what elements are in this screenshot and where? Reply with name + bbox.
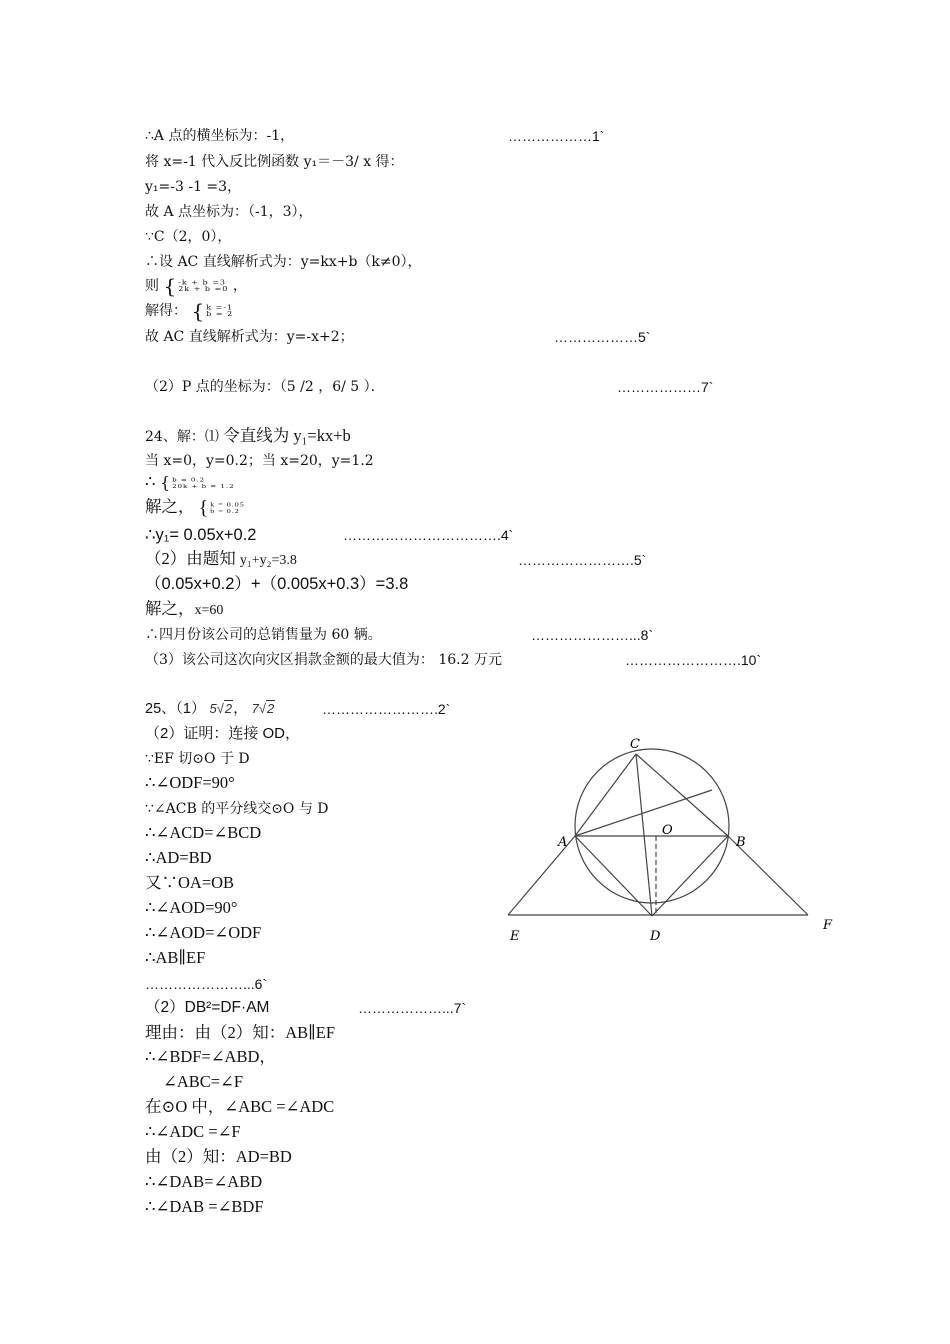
q25-line11: ∴AB∥EF (145, 948, 206, 967)
brace-icon: { (191, 299, 205, 323)
chord-cd (636, 754, 652, 916)
q25-line9: ∴∠AOD=90° (145, 898, 238, 917)
chord-ad (575, 836, 652, 916)
q25-line19: ∴∠DAB=∠ABD (145, 1172, 263, 1191)
label-d: D (650, 929, 661, 944)
score-mark-5b: …………………….5` (518, 552, 647, 568)
q24-solve: 解之， { k = 0.05 b = 0.2 (145, 497, 245, 520)
q25-line12: （2）DB²=DF·AM (145, 999, 270, 1016)
label-f: F (823, 918, 833, 933)
chord-ac (575, 754, 636, 836)
q25-line7: ∴AD=BD (145, 848, 212, 867)
q25-line13: 理由：由（2）知：AB∥EF (145, 1023, 336, 1042)
line-p-point: （2）P 点的坐标为：（5 /2 ，6/ 5 ）． (145, 379, 385, 395)
q25-line8: 又∵OA=OB (145, 873, 235, 892)
line-a-x-coordinate: ∴A 点的横坐标为：-1， (145, 128, 295, 144)
q25-line5: ∵∠ACB 的平分线交⊙O 与 D (145, 801, 329, 817)
equation-system: -k + b =3 2k + b =0 (178, 278, 229, 293)
line-system-1: 则 { -k + b =3 2k + b =0 ， (145, 274, 247, 298)
q25-line4: ∴∠ODF=90° (145, 773, 235, 792)
q25-line18: 由（2）知：AD=BD (145, 1147, 292, 1166)
q24-given: 当 x=0，y=0.2；当 x=20，y=1.2 (145, 453, 374, 469)
equation-system: b = 0.2 20k + b = 1.2 (172, 476, 235, 490)
q25-part1: 25、（1） 5√2， 7√2 (145, 701, 275, 717)
q25-line3: ∵EF 切⊙O 于 D (145, 751, 250, 767)
q25-line20: ∴∠DAB =∠BDF (145, 1197, 264, 1216)
line-y1-value: y₁=-3 -1 =3， (145, 179, 242, 195)
q25-line16: 在⊙O 中，∠ABC =∠ADC (145, 1097, 335, 1116)
q24-part2: （2）由题知 y₁+y₂=3.8 (145, 549, 297, 568)
label-c: C (630, 737, 640, 752)
line-c-point: ∵C（2，0）， (145, 229, 232, 245)
circle-o (575, 749, 729, 903)
q24-system: ∴ { b = 0.2 20k + b = 1.2 (145, 472, 235, 492)
chord-bd (652, 836, 728, 916)
q24-solve-x: 解之，x=60 (145, 599, 224, 618)
brace-icon: { (163, 274, 177, 298)
q24-heading: 24、解：⑴ 令直线为 y₁=kx+b (145, 426, 351, 445)
score-mark-7b: ………………...7` (358, 1000, 467, 1016)
line-ac-result: 故 AC 直线解析式为：y=-x+2； (145, 329, 354, 345)
equation-solution: k = 0.05 b = 0.2 (210, 501, 245, 515)
q24-equation: （0.05x+0.2）+（0.005x+0.3）=3.8 (145, 575, 409, 593)
q24-part3: （3）该公司这次向灾区捐款金额的最大值为： 16.2 万元 (145, 652, 502, 668)
line-set-ac: ∴设 AC 直线解析式为：y=kx+b（k≠0）， (145, 254, 422, 270)
score-mark-7: ………………7` (617, 379, 714, 395)
score-mark-1: ………………1` (508, 128, 605, 144)
q25-line15: ∠ABC=∠F (163, 1072, 244, 1091)
equation-solution: k =-1 b = 2 (206, 303, 234, 318)
chord-cb (636, 754, 728, 836)
label-e: E (510, 929, 520, 944)
q25-line10: ∴∠AOD=∠ODF (145, 923, 262, 942)
score-mark-2: …………………….2` (322, 701, 451, 717)
label-o: O (662, 823, 673, 838)
line-substitute: 将 x=-1 代入反比例函数 y₁＝－3/ x 得： (145, 154, 404, 170)
brace-icon: { (198, 497, 209, 520)
q24-total-sales: ∴四月份该公司的总销售量为 60 辆。 (145, 627, 382, 643)
q25-line6: ∴∠ACD=∠BCD (145, 823, 262, 842)
radical-answer-1: 5√2 (209, 701, 233, 716)
then-label: 则 (145, 278, 159, 294)
line-a-point: 故 A 点坐标为：（-1，3）， (145, 204, 313, 220)
score-mark-6: …………………...6` (145, 976, 268, 992)
q25-line14: ∴∠BDF=∠ABD， (145, 1047, 276, 1066)
q25-proof-start: （2）证明：连接 OD， (145, 725, 301, 742)
score-mark-8: …………………...8` (531, 627, 654, 643)
brace-icon: { (159, 473, 171, 492)
score-mark-5: ………………5` (554, 329, 651, 345)
score-mark-4: …………………………….4` (343, 527, 514, 543)
score-mark-10: …………………….10` (625, 652, 762, 668)
radical-answer-2: 7√2 (251, 701, 275, 716)
label-b: B (736, 835, 746, 850)
label-a: A (558, 835, 568, 850)
q24-y1-result: ∴y₁= 0.05x+0.2 (145, 526, 257, 544)
q25-line17: ∴∠ADC =∠F (145, 1122, 241, 1141)
line-solve-1: 解得： { k =-1 b = 2 (145, 299, 234, 323)
